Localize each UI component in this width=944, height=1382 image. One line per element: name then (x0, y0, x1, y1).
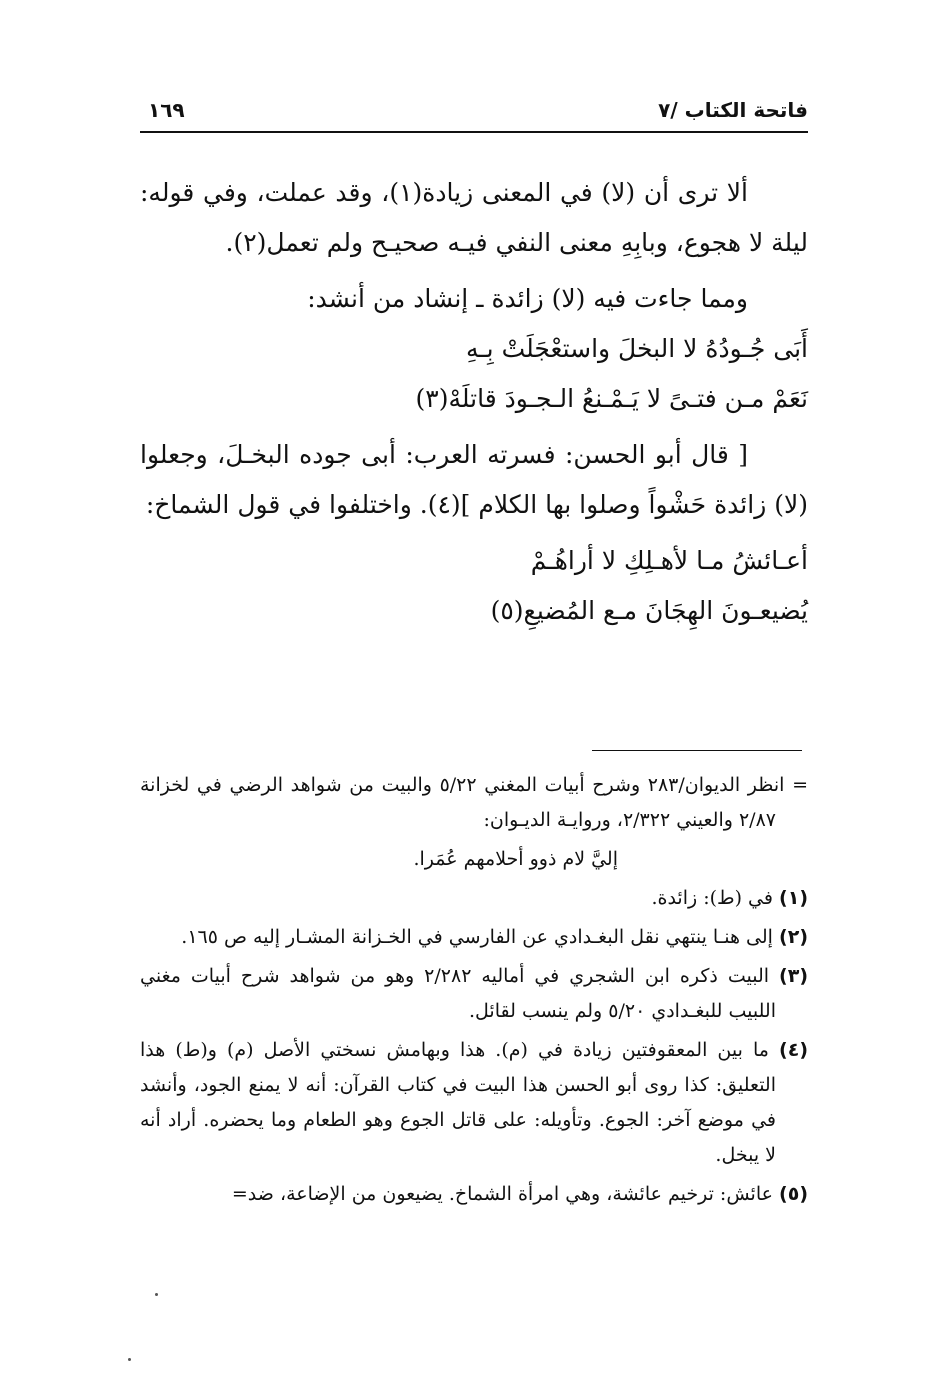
page-number: ١٦٩ (148, 98, 185, 122)
footnote-1-text: في (ط): زائدة. (651, 887, 773, 909)
footnote-4-number: (٤) (779, 1039, 809, 1061)
footnote-5 (140, 1177, 808, 1212)
main-text (140, 168, 808, 636)
header-title: فاتحة الكتاب /٧ (658, 98, 808, 122)
footnote-continuation: = انظر الديوان/٢٨٣ وشرح أبيات المغني ٥/٢٢ والبيت من شواهد الرضي في لخزانة ٢/٨٧ والعيني ٢/٣٢٢، وروايـة الديـوان: (140, 774, 808, 831)
footnote-3 (140, 959, 808, 1029)
scan-speck (155, 1293, 158, 1296)
footnote-4-text: ما بين المعقوفتين زيادة في (م). هذا وبهامش نسختي الأصل (م) و(ط) هذا التعليق: كذا روى أبو الحسن هذا البيت في كتاب القرآن: أنه لا يمنع الجود، وأنشد في موضع آخر: الجوع. وتأويله: على قاتل الجوع وهو الطعام وما يحضره. أراد أنه لا يبخل. (140, 1039, 776, 1166)
verse-2-hemistich-1: أعـائشُ مـا لأهـلِكِ لا أراهُـمْ (530, 546, 808, 575)
running-header (140, 92, 808, 130)
footnote-5-number: (٥) (779, 1183, 808, 1205)
header-rule (140, 131, 808, 133)
scan-speck (128, 1358, 131, 1361)
paragraph-1: ألا ترى أن (لا) في المعنى زيادة(١)، وقد عملت، وفي قوله: ليلة لا هجوع، وبابِهِ معنى النفي فيـه صحيـح ولم تعمل(٢). (140, 178, 808, 257)
footnote-1-number: (١) (779, 887, 808, 909)
paragraph-3: [ قال أبو الحسن: فسرته العرب: أبى جوده البخـلَ، وجعلوا (لا) زائدة حَشْواً وصلوا بها الكلام ](٤). واختلفوا في قول الشماخ: (140, 440, 808, 519)
footnote-2-text: إلى هنـا ينتهي نقل البغـدادي عن الفارسي في الخـزانة المشـار إليه ص ١٦٥. (181, 926, 773, 948)
footnote-rule (592, 750, 802, 751)
footnote-continuation-verse: إليَّ لام ذوو أحلامهم عُمَرا. (413, 848, 618, 870)
footnote-5-text: عائش: ترخيم عائشة، وهي امرأة الشماخ. يضيعون من الإضاعة، ضد= (231, 1183, 773, 1205)
footnotes (140, 768, 808, 1216)
verse-1-hemistich-1: أَبَى جُـودُهُ لا البخلَ واستعْجَلَتْ بِـهِ (465, 334, 808, 363)
footnote-2 (140, 920, 808, 955)
footnote-4 (140, 1033, 808, 1173)
paragraph-2: ومما جاءت فيه (لا) زائدة ـ إنشاد من أنشد: (307, 284, 748, 313)
footnote-1 (140, 881, 808, 916)
verse-2-hemistich-2: يُضيعـونَ الهِجَانَ مـع المُضيعِ(٥) (490, 596, 808, 625)
footnote-3-number: (٣) (779, 965, 809, 987)
footnote-2-number: (٢) (779, 926, 808, 948)
footnote-3-text: البيت ذكره ابن الشجري في أماليه ٢/٢٨٢ وهو من شواهد شرح أبيات مغني اللبيب للبغـدادي ٥/٢٠ ولم ينسب لقائل. (140, 965, 776, 1022)
verse-1-hemistich-2: نَعَمْ مـن فتـىً لا يَـمْـنعُ الـجـودَ قاتلَهْ(٣) (415, 384, 808, 413)
